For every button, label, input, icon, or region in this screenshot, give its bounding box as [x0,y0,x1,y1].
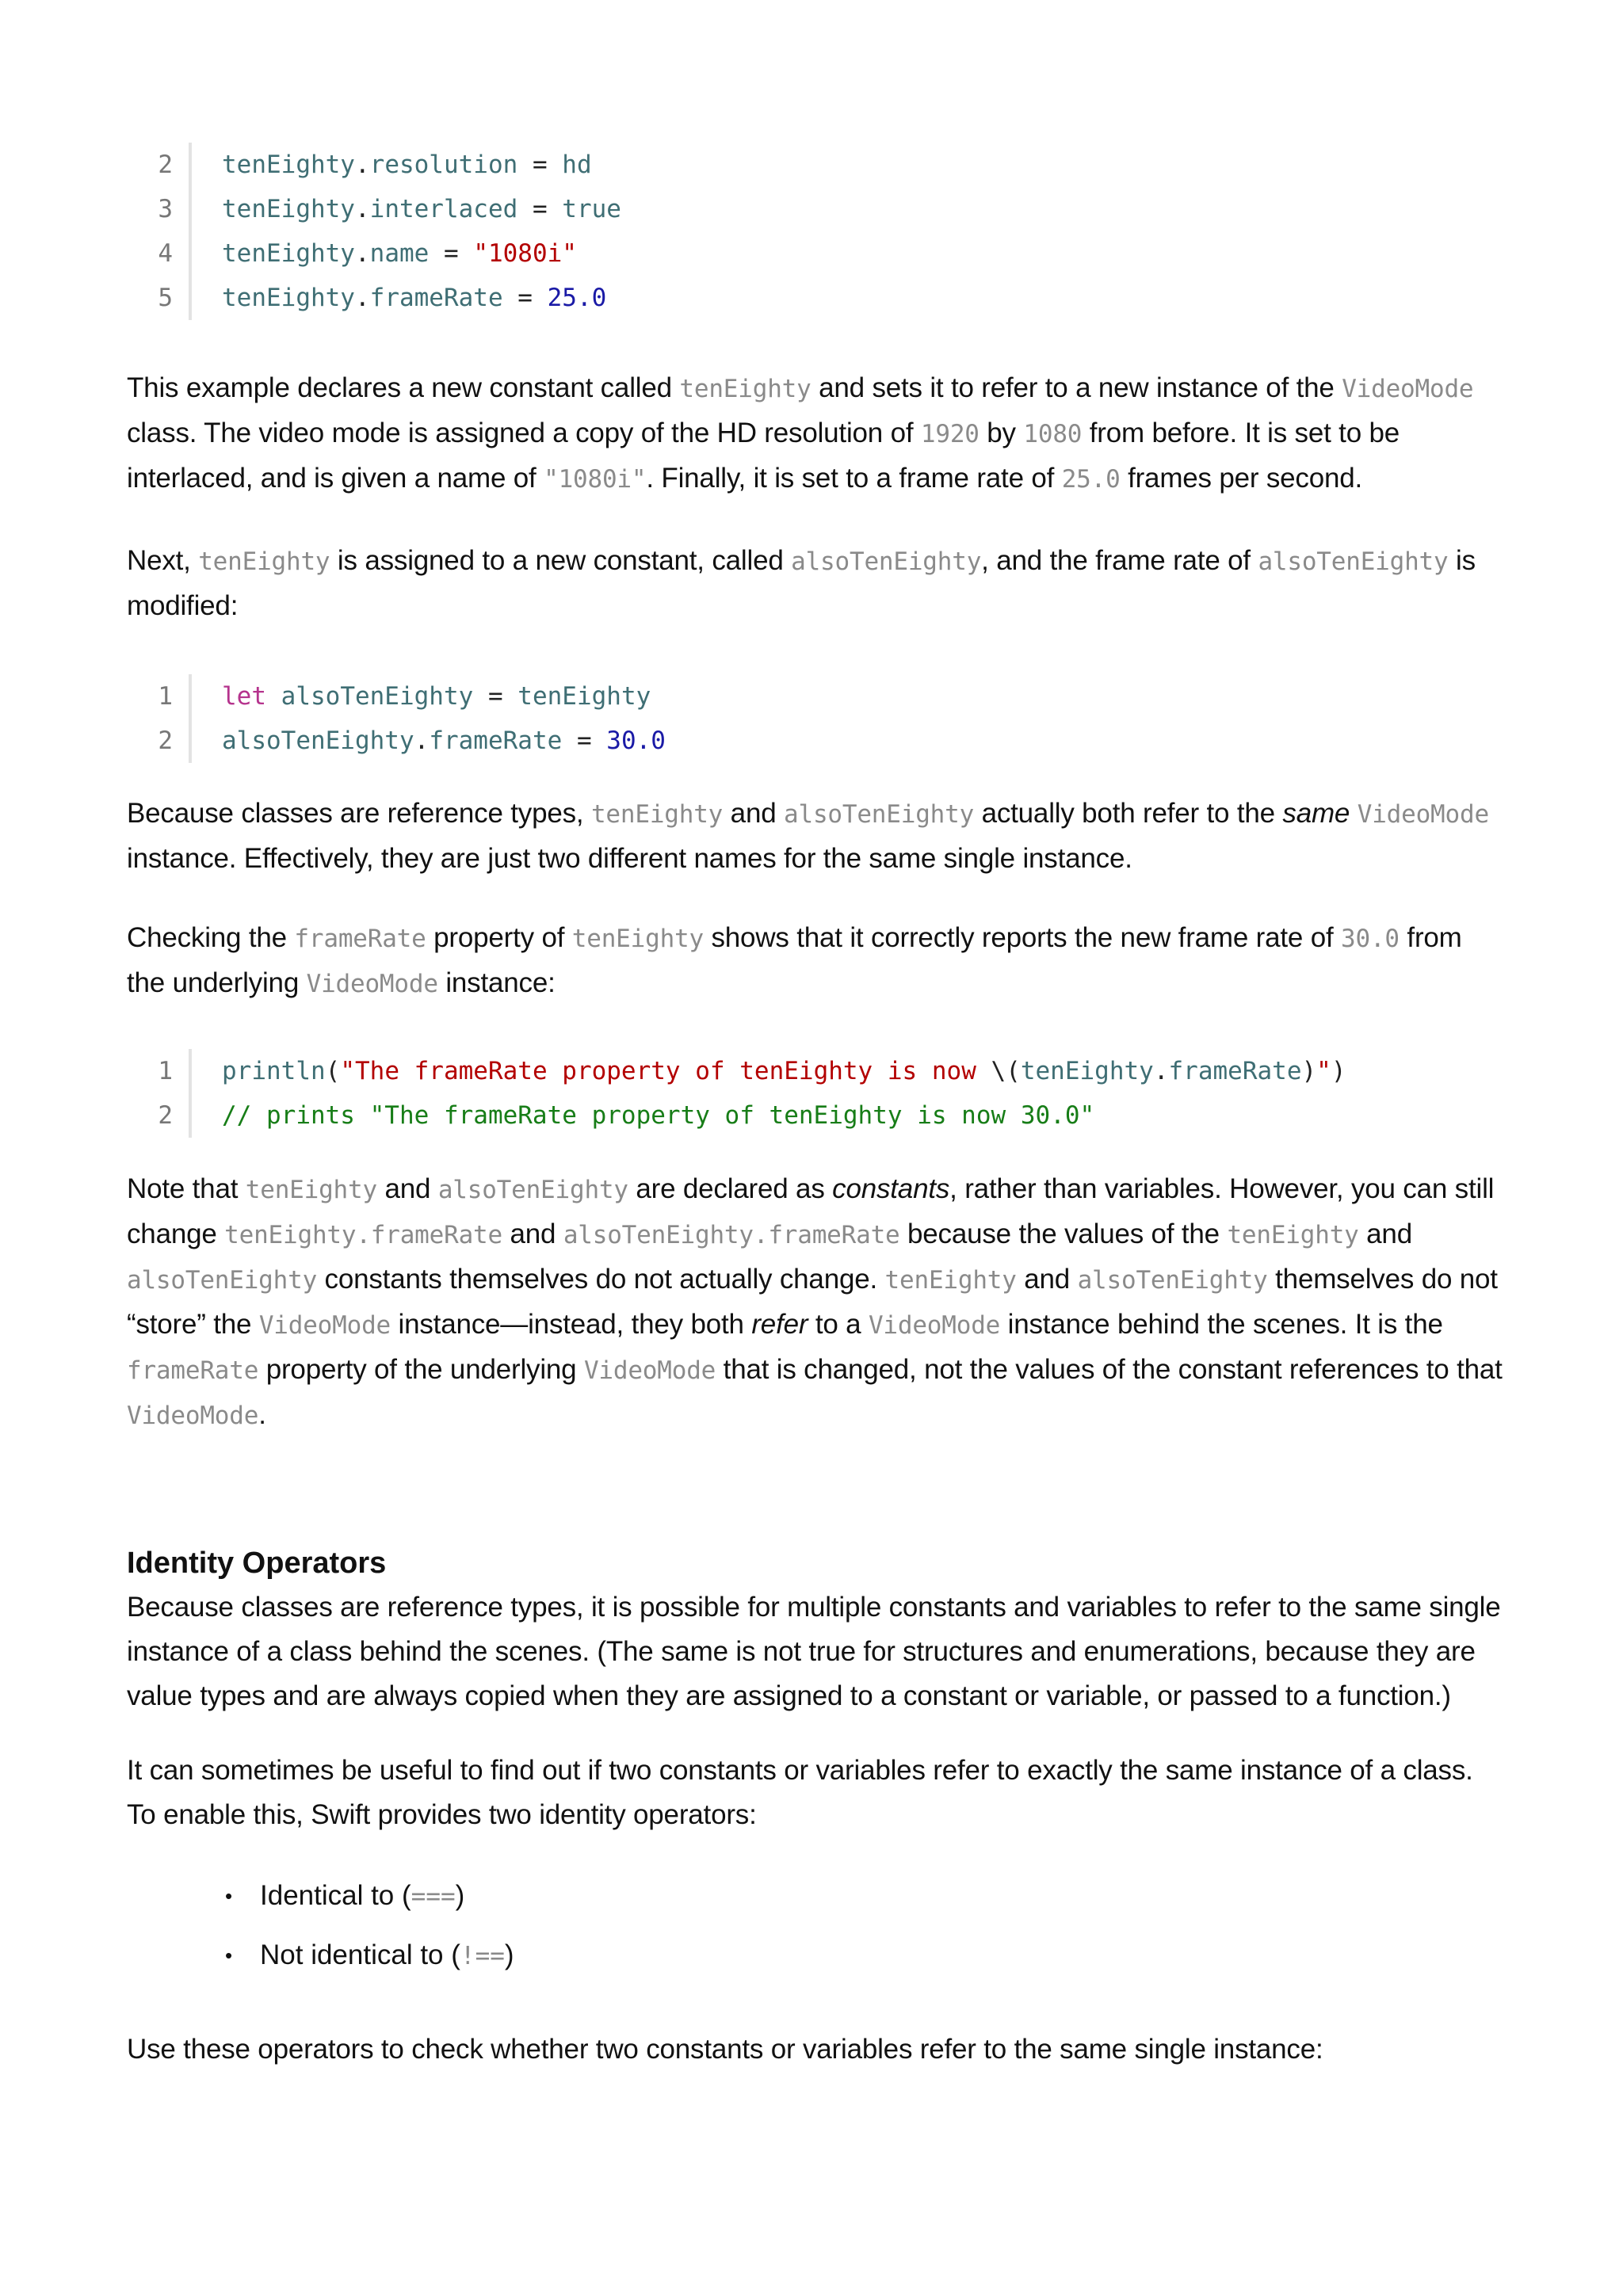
code-object: tenEighty [222,195,355,223]
code-property: resolution [369,151,518,179]
code-string: " [1316,1057,1331,1085]
paragraph-3: Because classes are reference types, tenEighty and alsoTenEighty actually both refer to the same VideoMode instance. Effectively, they are just two different names for the same single instance. [127,798,1489,874]
code-comment: // prints "The frameRate property of tenEighty is now 30.0" [222,1101,1095,1130]
code-operator: = [517,151,563,179]
paragraph-1: This example declares a new constant called tenEighty and sets it to refer to a new instance of the VideoMode class. The video mode is assigned a copy of the HD resolution of 1920 by 1080 from before. It is set to be interlaced, and is given a name of "1080i". Finally, it is set to a frame rate of 25.0 frames per second. [127,372,1474,494]
list-item: • Identical to (===) [127,1874,1506,1919]
code-number: 30.0 [606,727,666,755]
section-heading: Identity Operators [127,1547,387,1580]
paragraph-8: Use these operators to check whether two constants or variables refer to the same single instance: [127,2034,1323,2065]
code-gutter [189,187,192,231]
code-dot: . [1153,1057,1169,1085]
code-object: tenEighty [222,284,355,312]
code-operator: = [562,727,607,755]
code-text [222,239,577,268]
code-text [222,1057,1346,1085]
code-string: "The frameRate property of tenEighty is now [340,1057,991,1085]
inline-code: VideoMode [1357,800,1489,829]
inline-code: VideoMode [1342,375,1474,403]
code-gutter [189,143,192,187]
code-line [127,1093,1506,1138]
code-dot: . [354,239,370,268]
inline-code: 30.0 [1341,925,1400,953]
code-block-2 [127,674,1506,763]
inline-code: VideoMode [583,1356,716,1385]
code-text [222,195,621,223]
code-operator: = [429,239,474,268]
line-number: 1 [158,1057,173,1085]
identity-operators-list [127,1874,1506,1978]
inline-code: alsoTenEighty [437,1176,628,1204]
code-operator: = [502,284,548,312]
inline-code: VideoMode [306,970,438,998]
inline-code: tenEighty [1227,1221,1359,1249]
emphasis: refer [751,1309,808,1340]
inline-code: 1920 [920,420,980,448]
code-paren: ( [325,1057,341,1085]
inline-code: 25.0 [1061,465,1121,494]
inline-code: alsoTenEighty [1258,547,1449,576]
code-gutter [189,276,192,320]
line-number: 2 [158,151,173,179]
code-operator: = [517,195,563,223]
code-gutter [189,674,192,719]
code-object: alsoTenEighty [222,727,414,755]
code-paren: ) [1301,1057,1317,1085]
emphasis: constants [832,1173,950,1204]
code-property: interlaced [369,195,518,223]
code-text [222,682,651,711]
code-line [127,143,1506,187]
bullet-icon: • [225,1884,233,1908]
document-page [127,143,1506,2072]
code-property: name [369,239,430,268]
paragraph-6: Because classes are reference types, it is possible for multiple constants and variables to refer to the same single instance of a class behind the scenes. (The same is not true for structures and enumerations, because they are value types and are always copied when they are assigned to a constant or variable, or passed to a function.) [127,1592,1501,1711]
line-number: 1 [158,682,173,711]
line-number: 2 [158,727,173,755]
code-identifier: alsoTenEighty [266,682,474,711]
inline-code: tenEighty [590,800,724,829]
code-gutter [189,1049,192,1093]
code-dot: . [414,727,430,755]
inline-code: tenEighty [198,547,330,576]
inline-code: VideoMode [127,1402,259,1430]
code-number: 25.0 [547,284,607,312]
line-number: 3 [158,195,173,223]
code-operator: = [473,682,518,711]
paragraph-2: Next, tenEighty is assigned to a new constant, called alsoTenEighty, and the frame rate of alsoTenEighty is modified: [127,545,1476,621]
code-object: tenEighty [222,151,355,179]
line-number: 2 [158,1101,173,1130]
code-property: frameRate [1168,1057,1302,1085]
inline-code: alsoTenEighty.frameRate [563,1221,900,1249]
code-string: "1080i" [473,239,577,268]
code-paren: ) [1331,1057,1346,1085]
code-gutter [189,1093,192,1138]
inline-code: tenEighty [571,925,704,953]
line-number: 4 [158,239,173,268]
code-gutter [189,231,192,276]
code-text [222,284,606,312]
code-line [127,719,1506,763]
inline-code: alsoTenEighty [1077,1266,1268,1295]
code-dot: . [354,195,370,223]
code-line [127,674,1506,719]
inline-code: tenEighty [884,1266,1017,1295]
inline-code: tenEighty [679,375,812,403]
code-keyword: let [222,682,266,711]
code-object: tenEighty [222,239,355,268]
code-value: hd [562,151,592,179]
inline-code: VideoMode [868,1311,1001,1340]
code-line [127,187,1506,231]
list-item: • Not identical to (!==) [127,1933,1506,1978]
code-line [127,1049,1506,1093]
inline-code: alsoTenEighty [127,1266,318,1295]
code-interpolation: \( [991,1057,1021,1085]
inline-code: !== [460,1942,505,1970]
inline-code: frameRate [127,1356,259,1385]
code-block-1 [127,143,1506,320]
code-line [127,276,1506,320]
paragraph-7: It can sometimes be useful to find out if two constants or variables refer to exactly the same instance of a class. To enable this, Swift provides two identity operators: [127,1755,1473,1830]
paragraph-5: Note that tenEighty and alsoTenEighty are declared as constants, rather than variables. However, you can still change tenEighty.frameRate and alsoTenEighty.frameRate because the values of the tenEighty and alsoTenEighty constants themselves do not actually change. tenEighty and alsoTenEighty themselves do not “store” the VideoMode instance—instead, they both refer to a VideoMode instance behind the scenes. It is the frameRate property of the underlying VideoMode that is changed, not the values of the constant references to that VideoMode. [127,1173,1503,1430]
code-block-3 [127,1049,1506,1138]
code-property: frameRate [369,284,503,312]
code-dot: . [354,151,370,179]
inline-code: 1080 [1023,420,1083,448]
inline-code: VideoMode [258,1311,391,1340]
code-property: frameRate [429,727,563,755]
code-function: println [222,1057,326,1085]
inline-code: alsoTenEighty [784,800,975,829]
line-number: 5 [158,284,173,312]
code-text [222,151,592,179]
code-object: tenEighty [1020,1057,1154,1085]
inline-code: "1080i" [544,465,647,494]
code-value: true [562,195,621,223]
code-gutter [189,719,192,763]
paragraph-4: Checking the frameRate property of tenEighty shows that it correctly reports the new frame rate of 30.0 from the underlying VideoMode instance: [127,922,1462,998]
code-identifier: tenEighty [517,682,651,711]
code-text [222,727,666,755]
inline-code: tenEighty [245,1176,377,1204]
inline-code: tenEighty.frameRate [224,1221,502,1249]
inline-code: === [411,1882,456,1911]
code-line [127,231,1506,276]
code-dot: . [354,284,370,312]
bullet-icon: • [225,1943,233,1967]
emphasis: same [1282,798,1350,829]
inline-code: alsoTenEighty [791,547,982,576]
inline-code: frameRate [294,925,426,953]
